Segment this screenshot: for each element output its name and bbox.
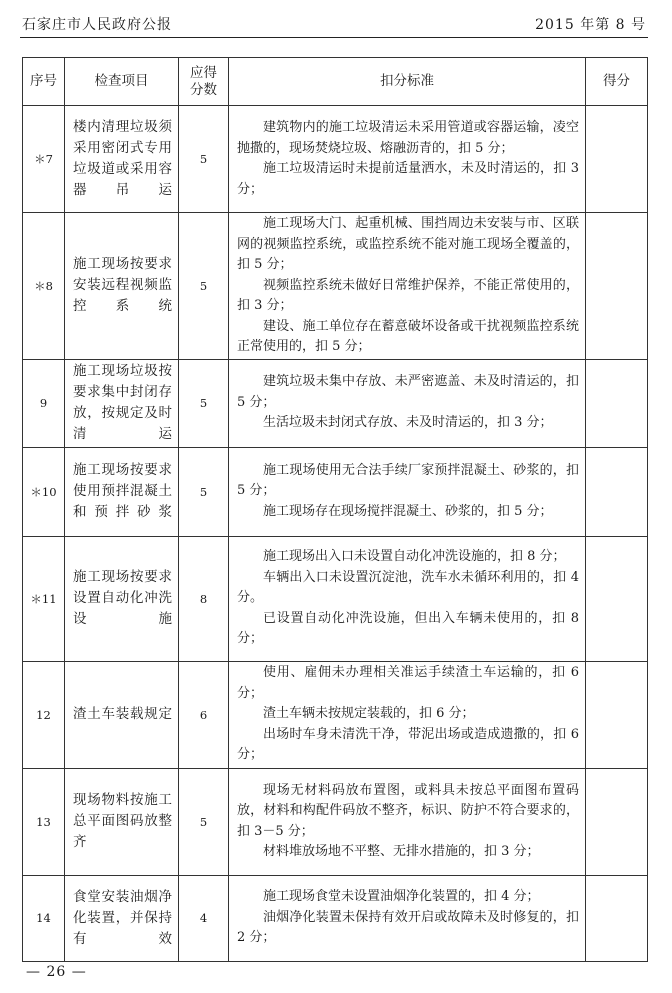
inspection-item: 施工现场垃圾按要求集中封闭存放，按规定及时清运	[65, 359, 179, 447]
criteria-line: 渣土车辆未按规定装载的，扣 6 分；	[263, 706, 475, 722]
max-score: 6	[179, 661, 229, 768]
row-number: 14	[23, 875, 65, 961]
table-row	[23, 661, 648, 768]
col-header-score: 应得分数	[179, 58, 229, 106]
col-header-criteria: 扣分标准	[229, 58, 586, 106]
inspection-item: 食堂安装油烟净化装置，并保持有效	[65, 875, 179, 961]
criteria-line: 施工现场食堂未设置油烟净化装置的，扣 4 分；	[263, 889, 540, 905]
score-obtained	[586, 768, 648, 875]
score-obtained	[586, 661, 648, 768]
criteria-line: 车辆出入口未设置沉淀池，洗车水未循环利用的，扣 4 分。	[237, 569, 579, 606]
criteria-line: 施工现场使用无合法手续厂家预拌混凝土、砂浆的，扣 5 分；	[237, 462, 579, 499]
inspection-item: 楼内清理垃圾须采用密闭式专用垃圾道或采用容器吊运	[65, 106, 179, 213]
page-number: — 26 —	[26, 964, 87, 980]
row-number: ＊11	[23, 536, 65, 661]
row-number: 12	[23, 661, 65, 768]
table-row	[23, 447, 648, 536]
criteria-line: 出场时车身未清洗干净，带泥出场或造成遗撒的，扣 6 分；	[237, 726, 579, 763]
col-header-no: 序号	[23, 58, 65, 106]
row-number: 13	[23, 768, 65, 875]
inspection-item: 施工现场按要求设置自动化冲洗设施	[65, 536, 179, 661]
criteria-line: 建筑垃圾未集中存放、未严密遮盖、未及时清运的，扣 5 分；	[237, 374, 579, 410]
score-obtained	[586, 447, 648, 536]
max-score: 5	[179, 768, 229, 875]
criteria-line: 施工现场存在现场搅拌混凝土、砂浆的，扣 5 分；	[263, 503, 553, 519]
criteria-line: 使用、雇佣未办理相关准运手续渣土车运输的，扣 6 分；	[237, 665, 579, 701]
table-row	[23, 768, 648, 875]
criteria-line: 建筑物内的施工垃圾清运未采用管道或容器运输，凌空抛撒的，现场焚烧垃圾、熔融沥青的，扣 5 分；	[237, 120, 579, 156]
deduction-criteria	[229, 447, 586, 536]
deduction-criteria	[229, 768, 586, 875]
criteria-line: 生活垃圾未封闭式存放、未及时清运的，扣 3 分；	[263, 415, 553, 431]
deduction-criteria	[229, 213, 586, 360]
table-header-row	[23, 58, 648, 106]
row-number: ＊7	[23, 106, 65, 213]
score-obtained	[586, 106, 648, 213]
criteria-line: 施工垃圾清运时未提前适量洒水，未及时清运的，扣 3 分；	[237, 161, 579, 197]
max-score: 5	[179, 359, 229, 447]
inspection-item: 施工现场按要求安装远程视频监控系统	[65, 213, 179, 360]
criteria-line: 建设、施工单位存在蓄意破坏设备或干扰视频监控系统正常使用的，扣 5 分；	[237, 318, 579, 354]
criteria-line: 施工现场出入口未设置自动化冲洗设施的，扣 8 分；	[263, 549, 566, 565]
criteria-line: 材料堆放场地不平整、无排水措施的，扣 3 分；	[263, 844, 540, 859]
deduction-criteria	[229, 106, 586, 213]
row-number: ＊8	[23, 213, 65, 360]
max-score: 4	[179, 875, 229, 961]
score-obtained	[586, 536, 648, 661]
criteria-line: 已设置自动化冲洗设施，但出入车辆未使用的，扣 8 分；	[237, 610, 579, 647]
inspection-table	[22, 57, 648, 962]
deduction-criteria	[229, 359, 586, 447]
deduction-criteria	[229, 875, 586, 961]
col-header-got: 得分	[586, 58, 648, 106]
col-header-item: 检查项目	[65, 58, 179, 106]
table-row	[23, 359, 648, 447]
header-rule	[20, 37, 648, 38]
max-score: 5	[179, 213, 229, 360]
deduction-criteria	[229, 536, 586, 661]
criteria-line: 现场无材料码放布置图，或料具未按总平面图布置码放，材料和构配件码放不整齐，标识、防护不符合要求的，扣 3－5 分；	[237, 782, 579, 839]
max-score: 5	[179, 106, 229, 213]
inspection-item: 渣土车装载规定	[65, 661, 179, 768]
score-obtained	[586, 359, 648, 447]
table-row	[23, 106, 648, 213]
inspection-item: 施工现场按要求使用预拌混凝土和预拌砂浆	[65, 447, 179, 536]
row-number: ＊10	[23, 447, 65, 536]
table-row	[23, 213, 648, 360]
max-score: 8	[179, 536, 229, 661]
row-number: 9	[23, 359, 65, 447]
max-score: 5	[179, 447, 229, 536]
publication-title: 石家庄市人民政府公报	[22, 17, 172, 33]
criteria-line: 施工现场大门、起重机械、围挡周边未安装与市、区联网的视频监控系统，或监控系统不能对施工现场全覆盖的，扣 5 分；	[237, 216, 579, 272]
table-row	[23, 536, 648, 661]
table-row	[23, 875, 648, 961]
criteria-line: 油烟净化装置未保持有效开启或故障未及时修复的，扣 2 分；	[237, 909, 579, 946]
score-obtained	[586, 213, 648, 360]
inspection-item: 现场物料按施工总平面图码放整齐	[65, 768, 179, 875]
deduction-criteria	[229, 661, 586, 768]
issue-number: 2015 年第 8 号	[535, 17, 646, 33]
criteria-line: 视频监控系统未做好日常维护保养，不能正常使用的，扣 3 分；	[237, 277, 579, 313]
score-obtained	[586, 875, 648, 961]
